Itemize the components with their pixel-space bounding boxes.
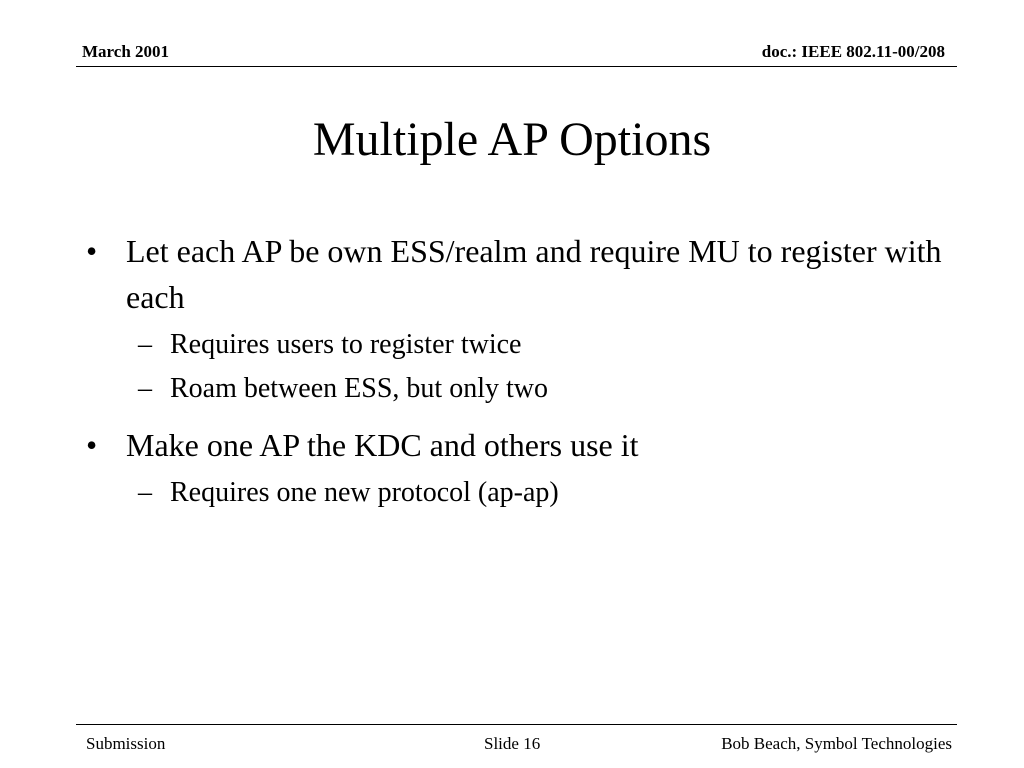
- sub-bullet-text: Roam between ESS, but only two: [170, 373, 548, 404]
- bullet-text: Let each AP be own ESS/realm and require MU to register with each: [126, 233, 942, 315]
- sub-bullet-item: [86, 474, 956, 512]
- footer-author: Bob Beach, Symbol Technologies: [721, 734, 952, 753]
- footer-divider: [76, 724, 957, 725]
- slide-content: [86, 228, 956, 518]
- header-doc-id: doc.: IEEE 802.11-00/208: [761, 42, 945, 61]
- sub-bullet-text: Requires users to register twice: [170, 329, 522, 360]
- bullet-marker: •: [86, 427, 98, 463]
- footer-submission: Submission: [86, 734, 166, 753]
- sub-bullet-text: Requires one new protocol (ap-ap): [170, 477, 559, 508]
- footer-slide-number: Slide 16: [484, 734, 541, 753]
- bullet-item: [86, 228, 956, 320]
- sub-bullet-marker: –: [138, 373, 152, 404]
- slide-title: Multiple AP Options: [312, 113, 712, 166]
- bullet-text: Make one AP the KDC and others use it: [126, 427, 639, 463]
- sub-bullet-marker: –: [138, 329, 152, 360]
- sub-bullet-item: [86, 326, 956, 364]
- sub-bullet-marker: –: [138, 477, 152, 508]
- sub-bullet-item: [86, 370, 956, 408]
- bullet-item: [86, 422, 956, 468]
- header-date: March 2001: [82, 42, 170, 61]
- bullet-marker: •: [86, 233, 98, 269]
- header-divider: [76, 66, 957, 67]
